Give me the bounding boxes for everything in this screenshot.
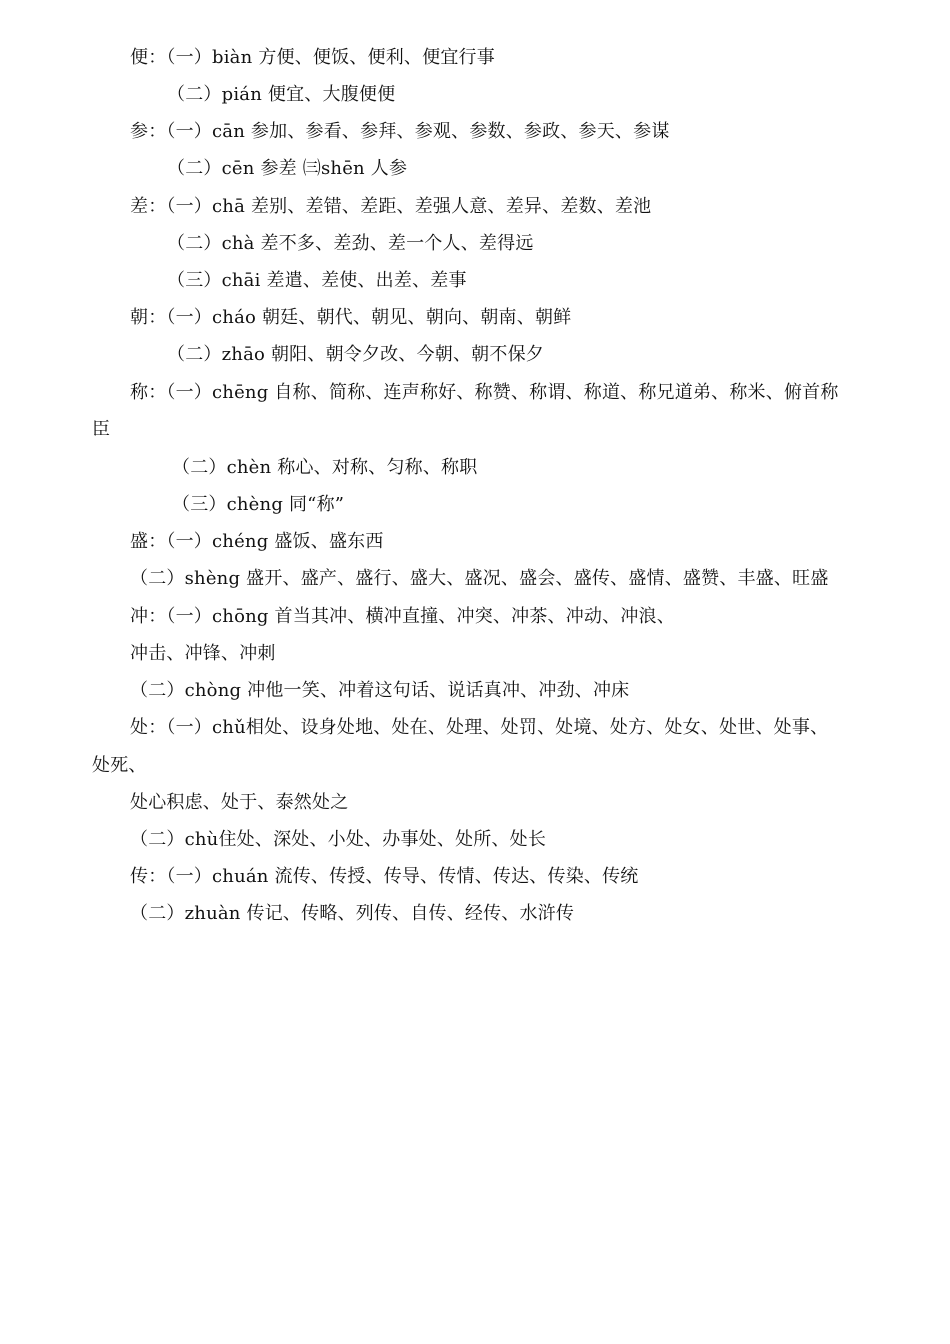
entry-chu4-line: （二）chù住处、深处、小处、办事处、处所、处长	[130, 829, 547, 850]
entry-cheng4-line: （三）chèng 同“称”	[172, 494, 345, 515]
entry-chu3-line: 处：（一）chǔ相处、设身处地、处在、处理、处罚、处境、处方、处女、处世、处事、	[130, 717, 829, 738]
entry-chao-line: 朝：（一）cháo 朝廷、朝代、朝见、朝向、朝南、朝鲜	[130, 307, 572, 328]
entry-chu3-wrap-line: 处死、	[92, 755, 147, 776]
entry-cheng1-wrap-line: 臣	[92, 419, 111, 440]
entry-zhuan-line: （二）zhuàn 传记、传略、列传、自传、经传、水浒传	[130, 903, 575, 924]
entry-cen-line: （二）cēn 参差 ㈢shēn 人参	[167, 158, 408, 179]
entry-sheng-line: （二）shèng 盛开、盛产、盛行、盛大、盛况、盛会、盛传、盛情、盛赞、丰盛、旺盛	[130, 568, 829, 589]
entry-chong4-line: （二）chòng 冲他一笑、冲着这句话、说话真冲、冲劲、冲床	[130, 680, 630, 701]
entry-chen-line: （二）chèn 称心、对称、匀称、称职	[172, 457, 478, 478]
entry-cha4-line: （二）chà 差不多、差劲、差一个人、差得远	[167, 233, 534, 254]
entry-cheng1-line: 称：（一）chēng 自称、简称、连声称好、称赞、称谓、称道、称兄道弟、称米、俯首称	[130, 382, 839, 403]
entry-chai-line: （三）chāi 差遣、差使、出差、差事	[167, 270, 467, 291]
entry-cheng2-line: 盛：（一）chéng 盛饭、盛东西	[130, 531, 384, 552]
entry-chu3-wrap2-line: 处心积虑、处于、泰然处之	[130, 792, 349, 813]
entry-cha1-line: 差：（一）chā 差别、差错、差距、差强人意、差异、差数、差池	[130, 196, 652, 217]
entry-chong1-wrap-line: 冲击、冲锋、冲刺	[130, 643, 276, 664]
entry-can-line: 参：（一）cān 参加、参看、参拜、参观、参数、参政、参天、参谋	[130, 121, 670, 142]
entry-chuan-line: 传：（一）chuán 流传、传授、传导、传情、传达、传染、传统	[130, 866, 639, 887]
entry-zhao-line: （二）zhāo 朝阳、朝令夕改、今朝、朝不保夕	[167, 344, 544, 365]
entry-chong1-line: 冲：（一）chōng 首当其冲、横冲直撞、冲突、冲茶、冲动、冲浪、	[130, 606, 675, 627]
entry-pian-line: （二）pián 便宜、大腹便便	[167, 84, 396, 105]
entry-bian-line: 便：（一）biàn 方便、便饭、便利、便宜行事	[130, 47, 495, 68]
